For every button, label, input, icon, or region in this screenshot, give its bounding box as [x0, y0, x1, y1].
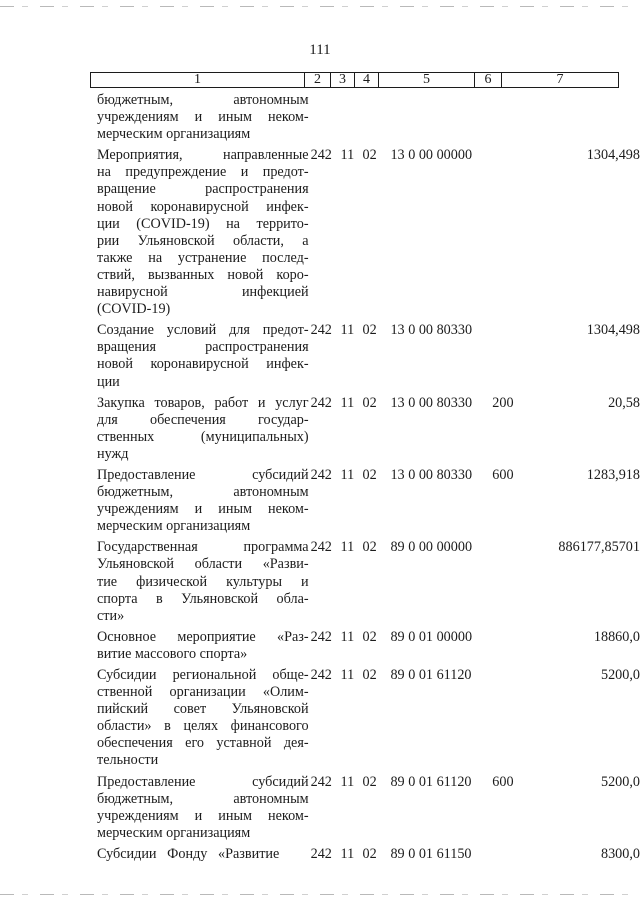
row-cell-c3: 11 [340, 539, 355, 556]
row-cell-c2: 242 [310, 667, 332, 683]
row-cell-c2: 242 [310, 845, 332, 862]
row-name-line: ственной организации «Олим- [97, 684, 309, 701]
row-name-line: Государственная программа [97, 539, 309, 556]
row-cell-c5: 89 0 00 00000 [390, 539, 473, 556]
row-name-line: Создание условий для предот- [97, 322, 309, 339]
row-name [97, 774, 309, 842]
row-cell-c4: 02 [362, 466, 377, 483]
row-cell-c2: 242 [310, 466, 332, 483]
row-name [97, 629, 309, 663]
header-col-1: 1 [91, 73, 305, 87]
row-name [97, 467, 309, 535]
table-row [0, 322, 640, 390]
row-name-line: рии Ульяновской области, а [97, 232, 309, 249]
row-name-line: новой коронавирусной инфек- [97, 356, 309, 373]
scan-edge-top [0, 6, 640, 7]
table-row [0, 467, 640, 535]
row-name-line: пийский совет Ульяновской [97, 701, 309, 718]
table-row [0, 846, 640, 863]
row-cell-c4: 02 [362, 845, 377, 862]
row-name [97, 846, 309, 863]
table-row [0, 774, 640, 842]
row-cell-c3: 11 [340, 773, 355, 790]
row-cell-c5: 89 0 01 61120 [390, 773, 472, 790]
header-col-3: 3 [331, 73, 355, 87]
row-cell-c7: 5200,0 [600, 667, 640, 683]
row-name-line: учреждениям и иным неком- [97, 807, 309, 824]
row-name-line: бюджетным, автономным [97, 790, 309, 807]
row-name-line: Основное мероприятие «Раз- [97, 628, 309, 645]
row-cell-c4: 02 [362, 628, 377, 645]
row-name-line: бюджетным, автономным [97, 484, 309, 501]
row-cell-c6: 600 [492, 773, 514, 790]
row-name-line: области» в целях финансового [97, 718, 309, 735]
scan-edge-bottom [0, 894, 640, 895]
header-col-7: 7 [556, 72, 564, 87]
row-name-line: тие физической культуры и [97, 573, 309, 590]
row-name-line: ственных (муниципальных) [97, 428, 309, 445]
row-cell-c3: 11 [340, 466, 355, 483]
row-cell-c7: 8300,0 [600, 845, 640, 862]
row-cell-c2: 242 [310, 628, 332, 645]
table-row [0, 147, 640, 318]
row-name-line: Предоставление субсидий [97, 466, 309, 483]
row-name-line: обеспечения его уставной дея- [97, 735, 309, 752]
row-name-line: Предоставление субсидий [97, 773, 309, 790]
row-cell-c4: 02 [362, 394, 377, 411]
row-cell-c5: 13 0 00 80330 [390, 394, 473, 411]
row-cell-c3: 11 [340, 667, 355, 683]
row-cell-c5: 13 0 00 80330 [390, 466, 473, 483]
row-cell-c5: 89 0 01 61150 [390, 845, 472, 862]
row-name [97, 92, 309, 143]
row-name-line: Субсидии Фонду «Развитие [97, 845, 280, 862]
row-name [97, 322, 309, 390]
row-cell-c4: 02 [362, 539, 377, 556]
row-name-line: вращение распространения [97, 181, 309, 198]
page-number: 111 [309, 42, 331, 58]
row-cell-c5: 13 0 00 00000 [390, 147, 473, 164]
table-body [0, 92, 640, 863]
row-cell-c2: 242 [310, 322, 332, 339]
row-name-line: учреждениям и иным неком- [97, 109, 309, 126]
row-name-line: нужд [97, 445, 129, 462]
row-name-line: Ульяновской области «Разви- [97, 556, 309, 573]
header-col-6: 6 [475, 73, 502, 87]
table-header-row [90, 72, 619, 88]
row-cell-c4: 02 [362, 773, 377, 790]
row-name [97, 539, 309, 624]
table-row [0, 539, 640, 624]
row-cell-c4: 02 [362, 147, 377, 164]
row-name-line: витие массового спорта» [97, 645, 248, 662]
row-name-line: сти» [97, 607, 125, 624]
row-name-line: вращения распространения [97, 339, 309, 356]
row-cell-c2: 242 [310, 394, 332, 411]
row-name [97, 147, 309, 318]
row-name-line: ствий, вызванных новой коро- [97, 266, 309, 283]
row-cell-c6: 600 [492, 466, 514, 483]
row-cell-c5: 89 0 01 61120 [390, 667, 472, 683]
row-cell-c2: 242 [310, 147, 332, 164]
row-name-line: Мероприятия, направленные [97, 147, 309, 164]
row-name-line: спорта в Ульяновской обла- [97, 590, 309, 607]
header-col-4: 4 [355, 73, 379, 87]
row-cell-c3: 11 [340, 628, 355, 645]
row-cell-c3: 11 [340, 322, 355, 339]
row-name-line: мерческим организациям [97, 126, 251, 143]
row-cell-c7: 18860,0 [593, 628, 640, 645]
row-cell-c2: 242 [310, 773, 332, 790]
row-cell-c5: 13 0 00 80330 [390, 322, 473, 339]
row-name-line: бюджетным, автономным [97, 92, 309, 108]
row-name [97, 667, 309, 770]
row-name-line: ции (COVID-19) на террито- [97, 215, 309, 232]
row-name-line: Субсидии региональной обще- [97, 667, 309, 683]
row-name-line: Закупка товаров, работ и услуг [97, 394, 309, 411]
row-name-line: (COVID-19) [97, 301, 171, 318]
header-col-5: 5 [379, 73, 475, 87]
row-name-line: также на устранение послед- [97, 249, 309, 266]
row-name-line: для обеспечения государ- [97, 411, 309, 428]
row-cell-c3: 11 [340, 394, 355, 411]
row-cell-c7: 1283,918 [586, 466, 640, 483]
row-name-line: учреждениям и иным неком- [97, 501, 309, 518]
row-name-line: на предупреждение и предот- [97, 164, 309, 181]
row-name-line: новой коронавирусной инфек- [97, 198, 309, 215]
row-cell-c3: 11 [340, 147, 355, 164]
row-name-line: ции [97, 373, 120, 390]
row-cell-c4: 02 [362, 667, 377, 683]
table-row [0, 667, 640, 770]
row-cell-c7: 886177,85701 [558, 539, 640, 556]
table-row [0, 629, 640, 663]
row-cell-c7: 20,58 [608, 394, 640, 411]
table-row [0, 92, 640, 143]
row-name-line: навирусной инфекцией [97, 284, 309, 301]
row-cell-c4: 02 [362, 322, 377, 339]
header-col-2: 2 [305, 73, 331, 87]
row-cell-c7: 1304,498 [586, 322, 640, 339]
row-name-line: тельности [97, 752, 159, 769]
row-name-line: мерческим организациям [97, 518, 251, 535]
row-cell-c6: 200 [492, 394, 514, 411]
row-cell-c3: 11 [340, 845, 355, 862]
row-name-line: мерческим организациям [97, 824, 251, 841]
row-name [97, 395, 309, 463]
row-cell-c7: 5200,0 [600, 773, 640, 790]
table-row [0, 395, 640, 463]
row-cell-c5: 89 0 01 00000 [390, 628, 473, 645]
row-cell-c7: 1304,498 [586, 147, 640, 164]
row-cell-c2: 242 [310, 539, 332, 556]
